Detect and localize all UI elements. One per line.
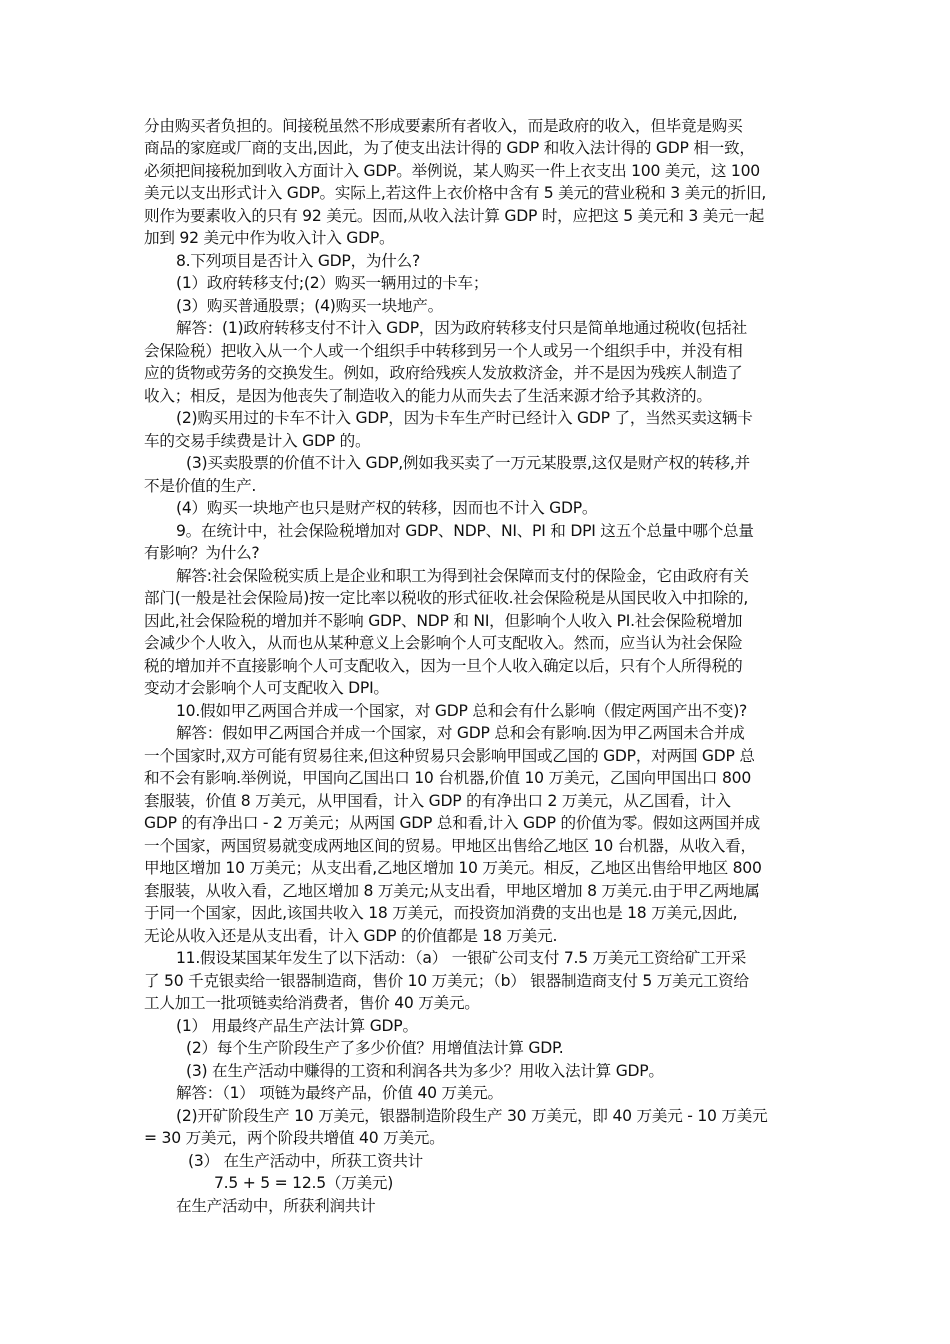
text-line: 因此,社会保险税的增加并不影响 GDP、NDP 和 NI，但影响个人收入 PI.社会保险税增加 <box>144 612 743 630</box>
text-line: (3）购买普通股票；(4)购买一块地产。 <box>176 297 443 315</box>
text-line: (3） 在生产活动中，所获工资共计 <box>188 1152 424 1170</box>
text-line: (1） 用最终产品生产法计算 GDP。 <box>176 1017 418 1035</box>
text-line: (1）政府转移支付;(2）购买一辆用过的卡车； <box>176 274 489 292</box>
question-heading: 9。在统计中，社会保险税增加对 GDP、NDP、NI、PI 和 DPI 这五个总量中哪个总量 <box>176 522 754 540</box>
text-line: 甲地区增加 10 万美元；从支出看,乙地区增加 10 万美元。相反，乙地区出售给甲地区 800 <box>144 859 762 877</box>
text-line: 必须把间接税加到收入方面计入 GDP。举例说，某人购买一件上衣支出 100 美元，这 100 <box>144 162 760 180</box>
text-line: 无论从收入还是从支出看，计入 GDP 的价值都是 18 万美元. <box>144 927 558 945</box>
text-line: 一个国家，两国贸易就变成两地区间的贸易。甲地区出售给乙地区 10 台机器，从收入看， <box>144 837 756 855</box>
text-line: (3) 在生产活动中赚得的工资和利润各共为多少？用收入法计算 GDP。 <box>186 1062 664 1080</box>
text-line: 车的交易手续费是计入 GDP 的。 <box>144 432 371 450</box>
text-line: 商品的家庭或厂商的支出,因此，为了使支出法计得的 GDP 和收入法计得的 GDP 相一致， <box>144 139 755 157</box>
answer-line: 解答:社会保险税实质上是企业和职工为得到社会保障而支付的保险金，它由政府有关 <box>176 567 749 585</box>
text-line: = 30 万美元，两个阶段共增值 40 万美元。 <box>144 1129 445 1147</box>
text-line: 于同一个国家，因此,该国共收入 18 万美元，而投资加消费的支出也是 18 万美元,因此, <box>144 904 738 922</box>
question-heading: 10.假如甲乙两国合并成一个国家，对 GDP 总和会有什么影响（假定两国产出不变)? <box>176 702 748 720</box>
text-line: (2)购买用过的卡车不计入 GDP，因为卡车生产时已经计入 GDP 了，当然买卖这辆卡 <box>176 409 753 427</box>
text-line: 变动才会影响个人可支配收入 DPI。 <box>144 679 389 697</box>
text-line: 加到 92 美元中作为收入计入 GDP。 <box>144 229 395 247</box>
text-line: 税的增加并不直接影响个人可支配收入，因为一旦个人收入确定以后，只有个人所得税的 <box>144 657 743 675</box>
text-line: 美元以支出形式计入 GDP。实际上,若这件上衣价格中含有 5 美元的营业税和 3 美元的折旧, <box>144 184 767 202</box>
text-line: (4）购买一块地产也只是财产权的转移，因而也不计入 GDP。 <box>176 499 598 517</box>
text-line: (3)买卖股票的价值不计入 GDP,例如我买卖了一万元某股票,这仅是财产权的转移,并 <box>186 454 750 472</box>
text-line: 收入；相反，是因为他丧失了制造收入的能力从而失去了生活来源才给予其救济的。 <box>144 387 712 405</box>
text-line: 在生产活动中，所获利润共计 <box>176 1197 376 1215</box>
text-line: 工人加工一批项链卖给消费者，售价 40 万美元。 <box>144 994 480 1012</box>
text-line: 和不会有影响.举例说，甲国向乙国出口 10 台机器,价值 10 万美元，乙国向甲国出口 800 <box>144 769 751 787</box>
text-line: (2）每个生产阶段生产了多少价值？用增值法计算 GDP. <box>186 1039 564 1057</box>
text-line: 套服装，从收入看，乙地区增加 8 万美元;从支出看，甲地区增加 8 万美元.由于甲乙两地属 <box>144 882 760 900</box>
text-line: 不是价值的生产. <box>144 477 257 495</box>
text-line: 分由购买者负担的。间接税虽然不形成要素所有者收入，而是政府的收入，但毕竟是购买 <box>144 117 743 135</box>
answer-line: 解答：假如甲乙两国合并成一个国家，对 GDP 总和会有影响.因为甲乙两国未合并成 <box>176 724 745 742</box>
text-line: GDP 的有净出口 - 2 万美元；从两国 GDP 总和看,计入 GDP 的价值为零。假如这两国并成 <box>144 814 760 832</box>
text-line: 有影响？为什么? <box>144 544 260 562</box>
answer-line: 解答：（1） 项链为最终产品，价值 40 万美元。 <box>176 1084 503 1102</box>
text-line: 套服装，价值 8 万美元，从甲国看，计入 GDP 的有净出口 2 万美元，从乙国看，计入 <box>144 792 731 810</box>
answer-line: 解答：(1)政府转移支付不计入 GDP，因为政府转移支付只是简单地通过税收(包括社 <box>176 319 747 337</box>
text-line: (2)开矿阶段生产 10 万美元，银器制造阶段生产 30 万美元，即 40 万美元 - 10 万美元 <box>176 1107 768 1125</box>
text-line: 了 50 千克银卖给一银器制造商，售价 10 万美元；（b） 银器制造商支付 5 万美元工资给 <box>144 972 749 990</box>
question-heading: 11.假设某国某年发生了以下活动：（a） 一银矿公司支付 7.5 万美元工资给矿工开采 <box>176 949 747 967</box>
text-line: 则作为要素收入的只有 92 美元。因而,从收入法计算 GDP 时，应把这 5 美元和 3 美元一起 <box>144 207 765 225</box>
text-line: 会保险税）把收入从一个人或一个组织手中转移到另一个人或另一个组织手中，并没有相 <box>144 342 743 360</box>
text-line: 一个国家时,双方可能有贸易往来,但这种贸易只会影响甲国或乙国的 GDP，对两国 GDP 总 <box>144 747 755 765</box>
formula-line: 7.5 + 5 = 12.5（万美元) <box>214 1174 394 1192</box>
question-heading: 8.下列项目是否计入 GDP，为什么? <box>176 252 420 270</box>
text-line: 会减少个人收入，从而也从某种意义上会影响个人可支配收入。然而，应当认为社会保险 <box>144 634 743 652</box>
text-line: 部门(一般是社会保险局)按一定比率以税收的形式征收.社会保险税是从国民收入中扣除的, <box>144 589 749 607</box>
text-line: 应的货物或劳务的交换发生。例如，政府给残疾人发放救济金，并不是因为残疾人制造了 <box>144 364 743 382</box>
